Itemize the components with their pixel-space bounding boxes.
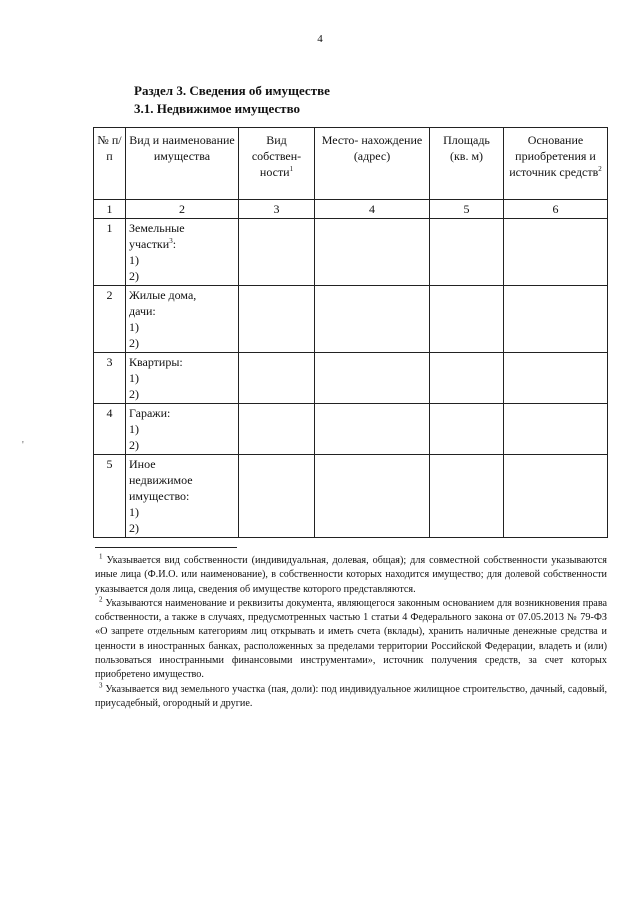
table-row (94, 219, 608, 286)
column-number: 3 (239, 200, 315, 219)
ownership-cell (239, 286, 315, 353)
sub-item-label: 1) (129, 371, 139, 385)
ownership-cell (239, 219, 315, 286)
basis-cell (504, 286, 608, 353)
property-type-cell (126, 455, 239, 538)
sub-item-label: 2) (129, 387, 139, 401)
header-row (94, 128, 608, 200)
section-title: Раздел 3. Сведения об имуществе (134, 83, 330, 98)
footnotes (95, 547, 607, 711)
property-type-label: Иное (129, 457, 156, 471)
area-cell (430, 219, 504, 286)
location-cell (315, 353, 430, 404)
table-row (94, 353, 608, 404)
column-number: 2 (126, 200, 239, 219)
row-number: 3 (94, 353, 126, 404)
basis-cell (504, 219, 608, 286)
basis-cell (504, 353, 608, 404)
row-number: 1 (94, 219, 126, 286)
property-type-label: недвижимое (129, 473, 193, 487)
property-type-label: Жилые дома, (129, 288, 197, 302)
area-cell (430, 353, 504, 404)
footnote (95, 554, 607, 597)
property-type-label: имущество: (129, 489, 190, 503)
column-number-row (94, 200, 608, 219)
section-subtitle: 3.1. Недвижимое имущество (134, 101, 301, 116)
property-type-label: Квартиры: (129, 355, 183, 369)
property-type-label: Земельные (129, 221, 185, 235)
row-number: 4 (94, 404, 126, 455)
column-number: 1 (94, 200, 126, 219)
footnote-divider (95, 547, 237, 548)
page-number: 4 (317, 33, 323, 45)
location-cell (315, 286, 430, 353)
table-row (94, 404, 608, 455)
header-cell-number: № п/п (94, 128, 126, 200)
row-number: 2 (94, 286, 126, 353)
column-number: 4 (315, 200, 430, 219)
location-cell (315, 219, 430, 286)
footnote (95, 683, 607, 712)
location-cell (315, 455, 430, 538)
property-type-cell (126, 353, 239, 404)
column-number: 5 (430, 200, 504, 219)
footnote-mark: 2 (99, 595, 103, 604)
property-table (93, 127, 608, 538)
header-cell-basis: Основание приобретения и источник средств$^2$ (504, 128, 608, 200)
row-number: 5 (94, 455, 126, 538)
sub-item-label: 2) (129, 438, 139, 452)
footnote-mark: 3 (99, 681, 103, 690)
sub-item-label: 2) (129, 521, 139, 535)
sub-item-label: 2) (129, 269, 139, 283)
header-cell-location: Место- нахождение (адрес) (315, 128, 430, 200)
header-cell-area: Площадь (кв. м) (430, 128, 504, 200)
property-type-label: дачи: (129, 304, 156, 318)
sub-item-label: 1) (129, 422, 139, 436)
area-cell (430, 455, 504, 538)
ownership-cell (239, 353, 315, 404)
sub-item-label: 1) (129, 505, 139, 519)
ownership-cell (239, 404, 315, 455)
property-type-cell (126, 404, 239, 455)
footnote-text: Указываются наименование и реквизиты документа, являющегося законным основанием для возникновения права собственности, а также в случаях, предусмотренных частью 1 статьи 4 Федерального закона от 07.05.2013 № 79-ФЗ «О запрете отдельным категориям лиц открывать и иметь счета (вклады), хранить наличные денежные средства и ценности в иностранных банках, расположенных за пределами территории Российской Федерации, владеть и (или) пользоваться иностранными финансовыми инструментами», источник получения средств, за счет которых приобретено имущество. (95, 597, 608, 681)
table-row (94, 455, 608, 538)
property-type-label: Гаражи: (129, 406, 171, 420)
location-cell (315, 404, 430, 455)
basis-cell (504, 455, 608, 538)
property-type-cell (126, 219, 239, 286)
sub-item-label: 2) (129, 336, 139, 350)
section-heading (134, 82, 330, 118)
property-type-cell (126, 286, 239, 353)
sub-item-label: 1) (129, 253, 139, 267)
property-type-label: участки$^3$: (129, 237, 177, 251)
area-cell (430, 404, 504, 455)
footnote-mark: 1 (99, 552, 103, 561)
header-cell-name: Вид и наименование имущества (126, 128, 239, 200)
footnote-text: Указывается вид земельного участка (пая, доли): под индивидуальное жилищное строительство, дачный, садовый, приусадебный, огородный и другие. (95, 683, 607, 709)
margin-mark: ' (22, 440, 24, 451)
table-row (94, 286, 608, 353)
basis-cell (504, 404, 608, 455)
column-number: 6 (504, 200, 608, 219)
ownership-cell (239, 455, 315, 538)
header-cell-ownership: Вид собствен- ности$^1$ (239, 128, 315, 200)
sub-item-label: 1) (129, 320, 139, 334)
footnote (95, 597, 607, 683)
footnote-text: Указывается вид собственности (индивидуальная, долевая, общая); для совместной собственности указываются иные лица (Ф.И.О. или наименование), в собственности которых находится имущество; для долевой собственности указывается доля лица, сведения об имуществе которого представляются. (95, 555, 607, 595)
area-cell (430, 286, 504, 353)
